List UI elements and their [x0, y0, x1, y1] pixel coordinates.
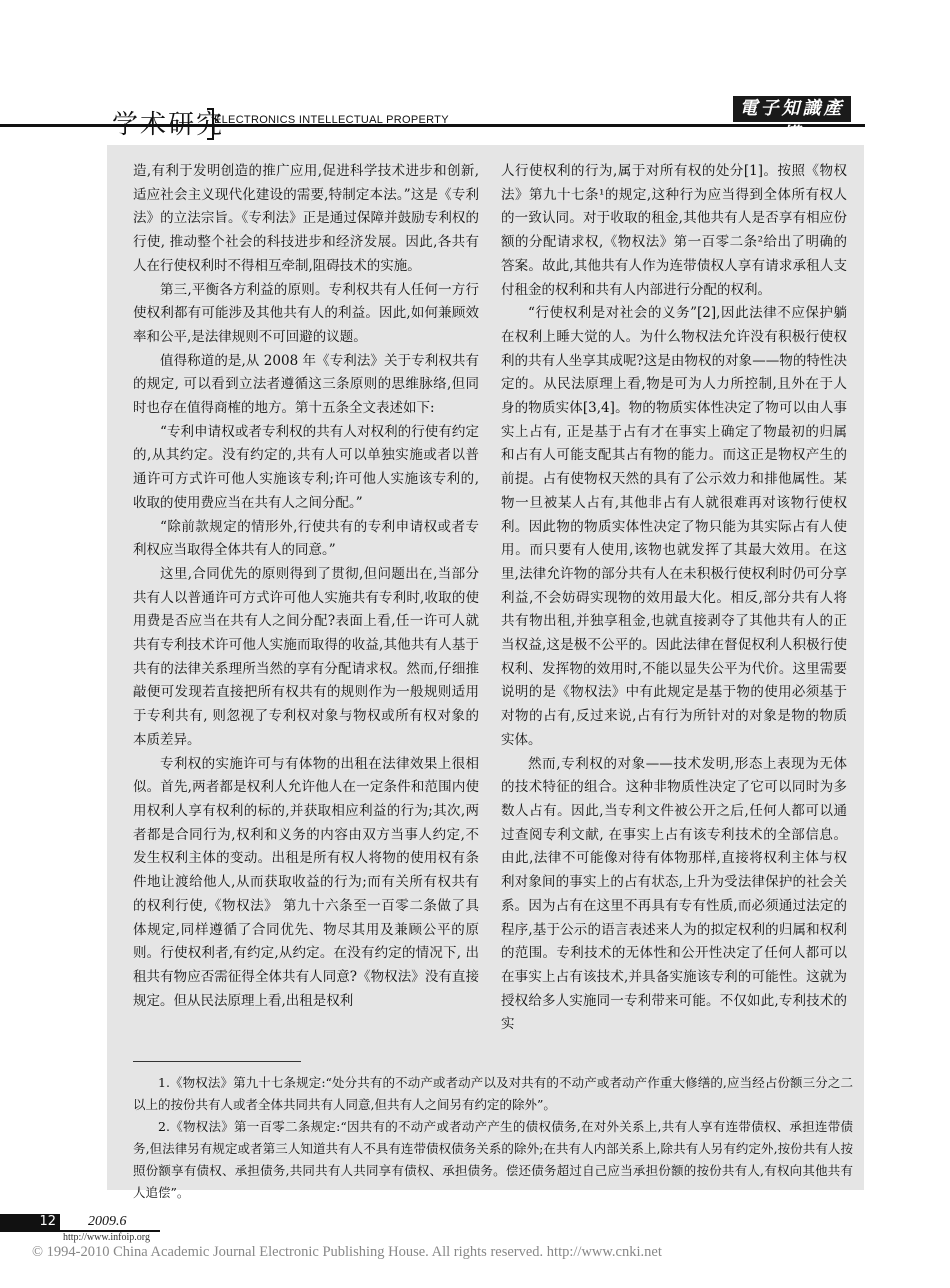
- paragraph: 值得称道的是,从 2008 年《专利法》关于专利权共有的规定, 可以看到立法者遵循这三条原则的思维脉络,但同时也存在值得商榷的地方。第十五条全文表述如下:: [133, 352, 479, 417]
- paragraph: 人行使权利的行为,属于对所有权的处分[1]。按照《物权法》第九十七条¹的规定,这种行为应当得到全体所有权人的一致认同。对于收取的租金,其他共有人是否享有相应份额的分配请求权,《物权法》第一百零二条²给出了明确的答案。故此,其他共有人作为连带债权人享有请求承租人支付租金的权利和共有人内部进行分配的权利。: [501, 163, 847, 298]
- journal-logo: 電子知識產權: [733, 96, 851, 122]
- section-title: 学术研究: [112, 110, 225, 140]
- paragraph: 然而,专利权的对象——技术发明,形态上表现为无体的技术特征的组合。这种非物质性决定了它可以同时为多数人占有。因此,当专利文件被公开之后,任何人都可以通过查阅专利文献, 在事实上占有该专利技术的全部信息。由此,法律不可能像对待有体物那样,直接将权利主体与权利对象间的事实上的占有状态,上升为受法律保护的社会关系。因为占有在这里不再具有专有性质,而必须通过法定的程序,基于公示的语言表述来人为的拟定权利的归属和权利的范围。专利技术的无体性和公开性决定了任何人都可以在事实上占有该技术,并具备实施该专利的可能性。这就为授权给多人实施同一专利带来可能。不仅如此,专利技术的实: [501, 755, 847, 1033]
- footnote-divider: [133, 1061, 301, 1062]
- footnotes: [133, 1072, 853, 1204]
- footnote: 2.《物权法》第一百零二条规定:“因共有的不动产或者动产产生的债权债务,在对外关系上,共有人享有连带债权、承担连带债务,但法律另有规定或者第三人知道共有人不具有连带债权债务关系的除外;在共有人内部关系上,除共有人另有约定外,按份共有人按照份额享有债权、承担债务,共同共有人共同享有债权、承担债务。偿还债务超过自己应当承担份额的按份共有人,有权向其他共有人追偿”。: [133, 1119, 853, 1200]
- paragraph: “行使权利是对社会的义务”[2],因此法律不应保护躺在权利上睡大觉的人。为什么物权法允许没有积极行使权利的共有人坐享其成呢?这是由物权的对象——物的特性决定的。从民法原理上看,物是可为人力所控制,且外在于人身的物质实体[3,4]。物的物质实体性决定了物可以由人事实上占有, 正是基于占有才在事实上确定了物最初的归属和占有人可能支配其占有物的能力。而这正是物权产生的前提。占有使物权天然的具有了公示效力和排他属性。某物一旦被某人占有,其他非占有人就很难再对该物行使权利。因此物的物质实体性决定了物只能为其实际占有人使用。而只要有人使用,该物也就发挥了其最大效用。在这里,法律允许物的部分共有人在未积极行使权利时仍可分享利益,不会妨碍实现物的效用最大化。相反,部分共有人将共有物出租,并独享租金,也就直接剥夺了其他共有人的正当权益,这是极不公平的。因此法律在督促权利人积极行使权利、发挥物的效用时,不能以显失公平为代价。这里需要说明的是《物权法》中有此规定是基于物的使用必须基于对物的占有,反过来说,占有行为所针对的对象是物的物质实体。: [501, 305, 847, 748]
- paragraph: 第三,平衡各方利益的原则。专利权共有人任何一方行使权利都有可能涉及其他共有人的利益。因此,如何兼顾效率和公平,是法律规则不可回避的议题。: [133, 281, 479, 345]
- paragraph: 专利权的实施许可与有体物的出租在法律效果上很相似。首先,两者都是权利人允许他人在一定条件和范围内使用权利人享有权利的标的,并获取相应利益的行为;其次,两者都是合同行为,权利和义务的内容由双方当事人约定,不发生权利主体的变动。出租是所有权人将物的使用权有条件地让渡给他人,从而获取收益的行为;而有关所有权共有的权利行使,《物权法》 第九十六条至一百零二条做了具体规定,同样遵循了合同优先、物尽其用及兼顾公平的原则。行使权利者,有约定,从约定。在没有约定的情况下, 出租共有物应否需征得全体共有人同意?《物权法》没有直接规定。但从民法原理上看,出租是权利: [133, 755, 479, 1009]
- quote-paragraph: “除前款规定的情形外,行使共有的专利申请权或者专利权应当取得全体共有人的同意。”: [133, 518, 479, 559]
- paragraph: 造,有利于发明创造的推广应用,促进科学技术进步和创新,适应社会主义现代化建设的需要,特制定本法。”这是《专利法》的立法宗旨。《专利法》正是通过保障并鼓励专利权的行使, 推动整个社会的科技进步和经济发展。因此,各共有人在行使权利时不得相互牵制,阻碍技术的实施。: [133, 163, 479, 274]
- paragraph: 这里,合同优先的原则得到了贯彻,但问题出在,当部分共有人以普通许可方式许可他人实施共有专利时,收取的使用费是否应当在共有人之间分配?表面上看,任一许可人就共有专利技术许可他人实施而取得的收益,其他共有人基于共有的法律关系理所当然的享有分配请求权。然而,仔细推敲便可发现若直接把所有权共有的规则作为一般规则适用于专利共有, 则忽视了专利权对象与物权或所有权对象的本质差异。: [133, 565, 479, 748]
- copyright-watermark: © 1994-2010 China Academic Journal Electronic Publishing House. All rights reserved. http://www.cnki.net: [32, 1244, 662, 1260]
- right-column: [501, 160, 847, 1037]
- journal-url[interactable]: http://www.infoip.org: [63, 1232, 150, 1243]
- left-column: [133, 160, 479, 1013]
- header-bracket: [207, 108, 214, 140]
- journal-subtitle: ELECTRONICS INTELLECTUAL PROPERTY: [214, 114, 449, 126]
- quote-paragraph: “专利申请权或者专利权的共有人对权利的行使有约定的,从其约定。没有约定的,共有人可以单独实施或者以普通许可方式许可他人实施该专利;许可他人实施该专利的, 收取的使用费应当在共有人之间分配。”: [133, 423, 479, 511]
- footnote: 1.《物权法》第九十七条规定:“处分共有的不动产或者动产以及对共有的不动产或者动产作重大修缮的,应当经占份额三分之二以上的按份共有人或者全体共同共有人同意,但共有人之间另有约定的除外”。: [133, 1075, 853, 1112]
- page-number: 12: [0, 1214, 60, 1230]
- issue-date: 2009.6: [88, 1214, 127, 1229]
